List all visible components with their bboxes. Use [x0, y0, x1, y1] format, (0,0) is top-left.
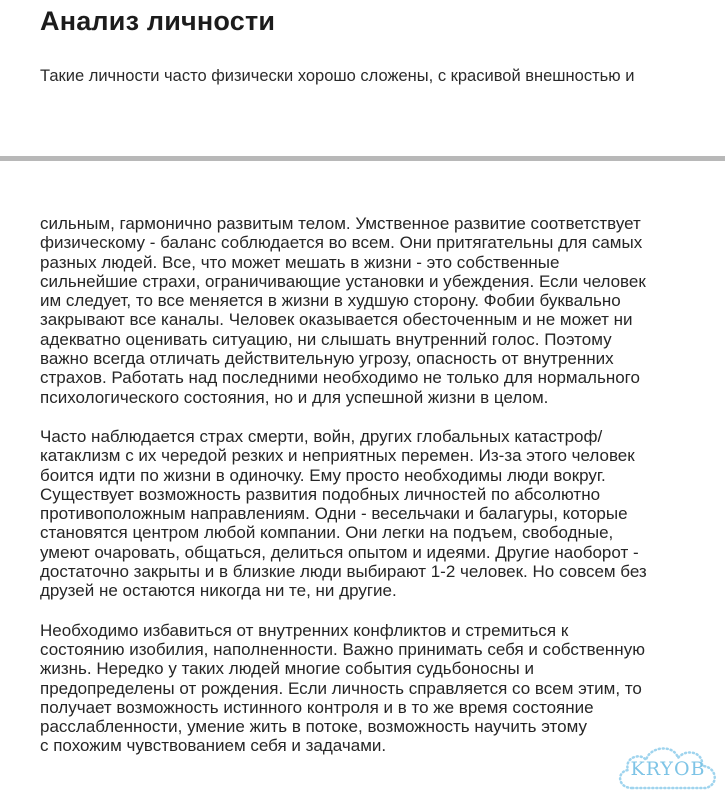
- text-line: достаточно закрыты и в близкие люди выбирают 1-2 человек. Но совсем без: [40, 562, 647, 582]
- text-line: жизнь. Нередко у таких людей многие события судьбоносны и: [40, 659, 534, 679]
- text-line: предопределены от рождения. Если личность справляется со всем этим, то: [40, 678, 642, 698]
- text-line: важно всегда отличать действительную угрозу, опасность от внутренних: [40, 349, 614, 369]
- article-body: [40, 214, 720, 776]
- text-line: катаклизм с их чередой резких и неприятных перемен. Из-за этого человек: [40, 446, 635, 466]
- text-line: психологического состояния, но и для успешной жизни в целом.: [40, 387, 549, 407]
- text-line: друзей не остаются никогда ни те, ни другие.: [40, 581, 397, 601]
- section-divider: [0, 156, 725, 161]
- text-line: физическому - баланс соблюдается во всем. Они притягательны для самых: [40, 233, 643, 253]
- watermark-logo: [612, 738, 724, 800]
- text-line: разных людей. Все, что может мешать в жизни - это собственные: [40, 252, 560, 272]
- text-line: им следует, то все меняется в жизни в худшую сторону. Фобии буквально: [40, 291, 621, 311]
- text-line: расслабленности, умение жить в потоке, возможность научить этому: [40, 717, 587, 737]
- text-line: получает возможность истинного контроля и в то же время состояние: [40, 697, 594, 717]
- text-line: умеют очаровать, общаться, делиться опытом и идеями. Другие наоборот -: [40, 542, 639, 562]
- text-line: Часто наблюдается страх смерти, войн, других глобальных катастроф/: [40, 426, 603, 446]
- text-line: с похожим чувствованием себя и задачами.: [40, 736, 387, 756]
- text-line: противоположным направлениям. Одни - весельчаки и балагуры, которые: [40, 504, 628, 524]
- page-title: Анализ личности: [40, 6, 276, 36]
- text-line: Существует возможность развития подобных личностей по абсолютно: [40, 484, 601, 504]
- text-line: сильнейшие страхи, ограничивающие установки и убеждения. Если человек: [40, 271, 646, 291]
- intro-text: Такие личности часто физически хорошо сложены, с красивой внешностью и: [40, 67, 635, 85]
- text-line: закрывают все каналы. Человек оказывается обесточенным и не может ни: [40, 310, 633, 330]
- text-line: сильным, гармонично развитым телом. Умственное развитие соответствует: [40, 214, 641, 233]
- text-line: боится идти по жизни в одиночку. Ему просто необходимы люди вокруг.: [40, 465, 606, 485]
- paragraph-1: [40, 214, 720, 407]
- text-line: адекватно оценивать ситуацию, ни слышать внутренний голос. Поэтому: [40, 329, 612, 349]
- text-line: Необходимо избавиться от внутренних конфликтов и стремиться к: [40, 620, 569, 640]
- paragraph-2: [40, 427, 720, 601]
- text-line: состоянию изобилия, наполненности. Важно принимать себя и собственную: [40, 639, 645, 659]
- paragraph-3: [40, 621, 720, 756]
- text-line: страхов. Работать над последними необходимо не только для нормального: [40, 368, 640, 388]
- watermark-text: KRYOB: [630, 758, 706, 780]
- text-line: становятся центром любой компании. Они легки на подъем, свободные,: [40, 523, 614, 543]
